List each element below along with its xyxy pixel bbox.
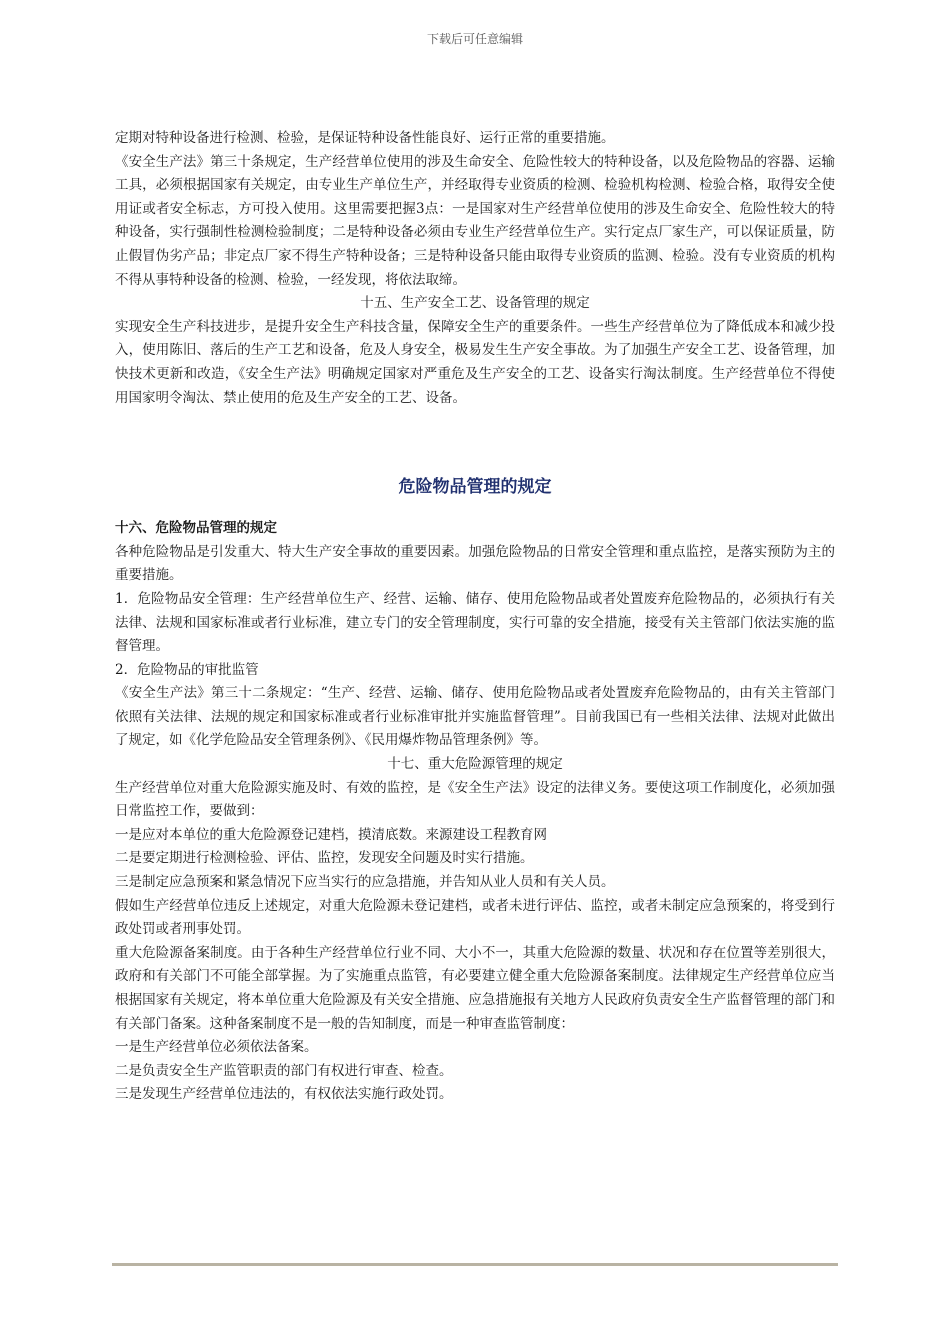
page-header: 下载后可任意编辑 xyxy=(426,32,523,46)
paragraph: 实现安全生产科技进步，是提升安全生产科技含量，保障安全生产的重要条件。一些生产经营单位为了降低成本和减少投入，使用陈旧、落后的生产工艺和设备，危及人身安全，极易发生生产安全事故。为了加强生产安全工艺、设备管理，加快技术更新和改造，《安全生产法》明确规定国家对严重危及生产安全的工艺、设备实行淘汰制度。生产经营单位不得使用国家明令淘汰、禁止使用的危及生产安全的工艺、设备。 xyxy=(115,318,835,406)
document-body xyxy=(115,127,835,1107)
footer-divider xyxy=(112,1263,838,1266)
section-heading-17: 十七、重大危险源管理的规定 xyxy=(387,756,563,773)
list-item: 二是要定期进行检测检验、评估、监控，发现安全问题及时实行措施。 xyxy=(115,850,534,867)
paragraph: 定期对特种设备进行检测、检验，是保证特种设备性能良好、运行正常的重要措施。 xyxy=(115,130,615,146)
list-item: 三是制定应急预案和紧急情况下应当实行的应急措施，并告知从业人员和有关人员。 xyxy=(115,874,615,891)
paragraph: 各种危险物品是引发重大、特大生产安全事故的重要因素。加强危险物品的日常安全管理和重点监控，是落实预防为主的重要措施。 xyxy=(115,543,835,584)
list-item: 2．危险物品的审批监管 xyxy=(115,661,259,678)
paragraph: 生产经营单位对重大危险源实施及时、有效的监控，是《安全生产法》设定的法律义务。要使这项工作制度化，必须加强日常监控工作，要做到： xyxy=(115,779,835,820)
list-item: 一是应对本单位的重大危险源登记建档，摸清底数。来源建设工程教育网 xyxy=(115,826,547,843)
paragraph: 《安全生产法》第三十二条规定：“生产、经营、运输、储存、使用危险物品或者处置废弃危险物品的，由有关主管部门依照有关法律、法规的规定和国家标准或者行业标准审批并实施监督管理”。目前我国已有一些相关法律、法规对此做出了规定，如《化学危险品安全管理条例》、《民用爆炸物品管理条例》等。 xyxy=(115,685,835,749)
paragraph: 重大危险源备案制度。由于各种生产经营单位行业不同、大小不一，其重大危险源的数量、状况和存在位置等差别很大，政府和有关部门不可能全部掌握。为了实施重点监管，有必要建立健全重大危险源备案制度。法律规定生产经营单位应当根据国家有关规定，将本单位重大危险源及有关安全措施、应急措施报有关地方人民政府负责安全生产监督管理的部门和有关部门备案。这种备案制度不是一般的告知制度，而是一种审查监管制度： xyxy=(115,944,835,1032)
page-title: 危险物品管理的规定 xyxy=(398,477,552,498)
section-heading-16: 十六、危险物品管理的规定 xyxy=(115,520,277,537)
list-item: 三是发现生产经营单位违法的，有权依法实施行政处罚。 xyxy=(115,1086,453,1103)
list-item: 一是生产经营单位必须依法备案。 xyxy=(115,1039,318,1056)
section-heading-15: 十五、生产安全工艺、设备管理的规定 xyxy=(360,295,590,312)
list-item: 二是负责安全生产监管职责的部门有权进行审查、检查。 xyxy=(115,1062,453,1079)
paragraph: 假如生产经营单位违反上述规定，对重大危险源未登记建档，或者未进行评估、监控，或者未制定应急预案的，将受到行政处罚或者刑事处罚。 xyxy=(115,897,835,938)
list-item: 1．危险物品安全管理：生产经营单位生产、经营、运输、储存、使用危险物品或者处置废弃危险物品的，必须执行有关法律、法规和国家标准或者行业标准，建立专门的安全管理制度，实行可靠的安全措施，接受有关主管部门依法实施的监督管理。 xyxy=(115,590,835,655)
paragraph: 《安全生产法》第三十条规定，生产经营单位使用的涉及生命安全、危险性较大的特种设备，以及危险物品的容器、运输工具，必须根据国家有关规定，由专业生产单位生产，并经取得专业资质的检测、检验机构检测、检验合格，取得安全使用证或者安全标志，方可投入使用。这里需要把握3点：一是国家对生产经营单位使用的涉及生命安全、危险性较大的特种设备，实行强制性检测检验制度；二是特种设备必须由专业生产经营单位生产。实行定点厂家生产，可以保证质量，防止假冒伪劣产品；非定点厂家不得生产特种设备；三是特种设备只能由取得专业资质的监测、检验。没有专业资质的机构不得从事特种设备的检测、检验，一经发现，将依法取缔。 xyxy=(115,153,835,288)
